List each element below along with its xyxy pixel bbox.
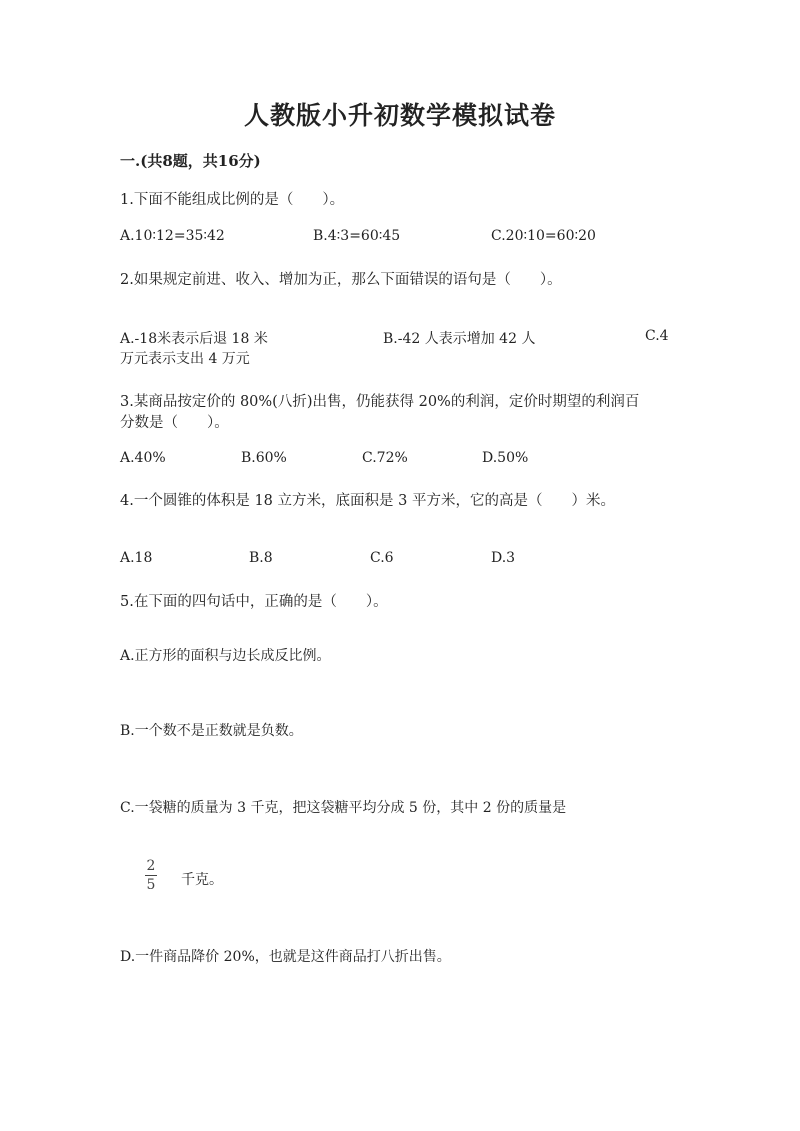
question-5-option-a: A.正方形的面积与边长成反比例。 — [120, 648, 331, 664]
fraction-bar — [145, 875, 157, 876]
question-1-option-a: A.10∶12=35∶42 — [120, 228, 225, 244]
question-2-option-a: A.-18米表示后退 18 米 — [120, 331, 268, 347]
question-3-option-d: D.50% — [482, 450, 529, 466]
fraction-denominator: 5 — [146, 877, 156, 893]
fraction-numerator: 2 — [146, 858, 156, 874]
question-2-option-b: B.-42 人表示增加 42 人 — [383, 331, 536, 347]
question-1-option-b: B.4∶3=60∶45 — [313, 228, 401, 244]
question-4-option-c: C.6 — [370, 550, 394, 566]
question-5-option-d: D.一件商品降价 20%，也就是这件商品打八折出售。 — [120, 949, 451, 965]
question-5-option-c: C.一袋糖的质量为 3 千克，把这袋糖平均分成 5 份，其中 2 份的质量是 — [120, 800, 567, 816]
section-heading: 一.(共8题，共16分) — [120, 152, 261, 170]
question-5-option-b: B.一个数不是正数就是负数。 — [120, 723, 303, 739]
question-3-stem-line2: 分数是（ ）。 — [120, 415, 229, 431]
question-3-option-c: C.72% — [362, 450, 408, 466]
question-5-stem: 5.在下面的四句话中，正确的是（ ）。 — [120, 594, 388, 610]
question-1-stem: 1.下面不能组成比例的是（ ）。 — [120, 192, 345, 208]
question-4-option-b: B.8 — [249, 550, 273, 566]
question-2-option-c-continued: 万元表示支出 4 万元 — [120, 351, 250, 367]
question-3-stem-line1: 3.某商品按定价的 80%(八折)出售，仍能获得 20%的利润，定价时期望的利润百 — [120, 394, 640, 410]
page-title: 人教版小升初数学模拟试卷 — [243, 101, 556, 130]
question-2-stem: 2.如果规定前进、收入、增加为正，那么下面错误的语句是（ ）。 — [120, 272, 562, 288]
question-1-option-c: C.20∶10=60∶20 — [491, 228, 596, 244]
question-4-stem: 4.一个圆锥的体积是 18 立方米，底面积是 3 平方米，它的高是（ ）米。 — [120, 493, 615, 509]
question-3-option-b: B.60% — [241, 450, 287, 466]
question-5-option-c-unit: 千克。 — [181, 872, 223, 888]
question-3-option-a: A.40% — [120, 450, 166, 466]
question-4-option-a: A.18 — [120, 550, 153, 566]
question-4-option-d: D.3 — [491, 550, 516, 566]
fraction-two-fifths — [144, 858, 158, 893]
question-2-option-c: C.4 — [645, 328, 669, 344]
